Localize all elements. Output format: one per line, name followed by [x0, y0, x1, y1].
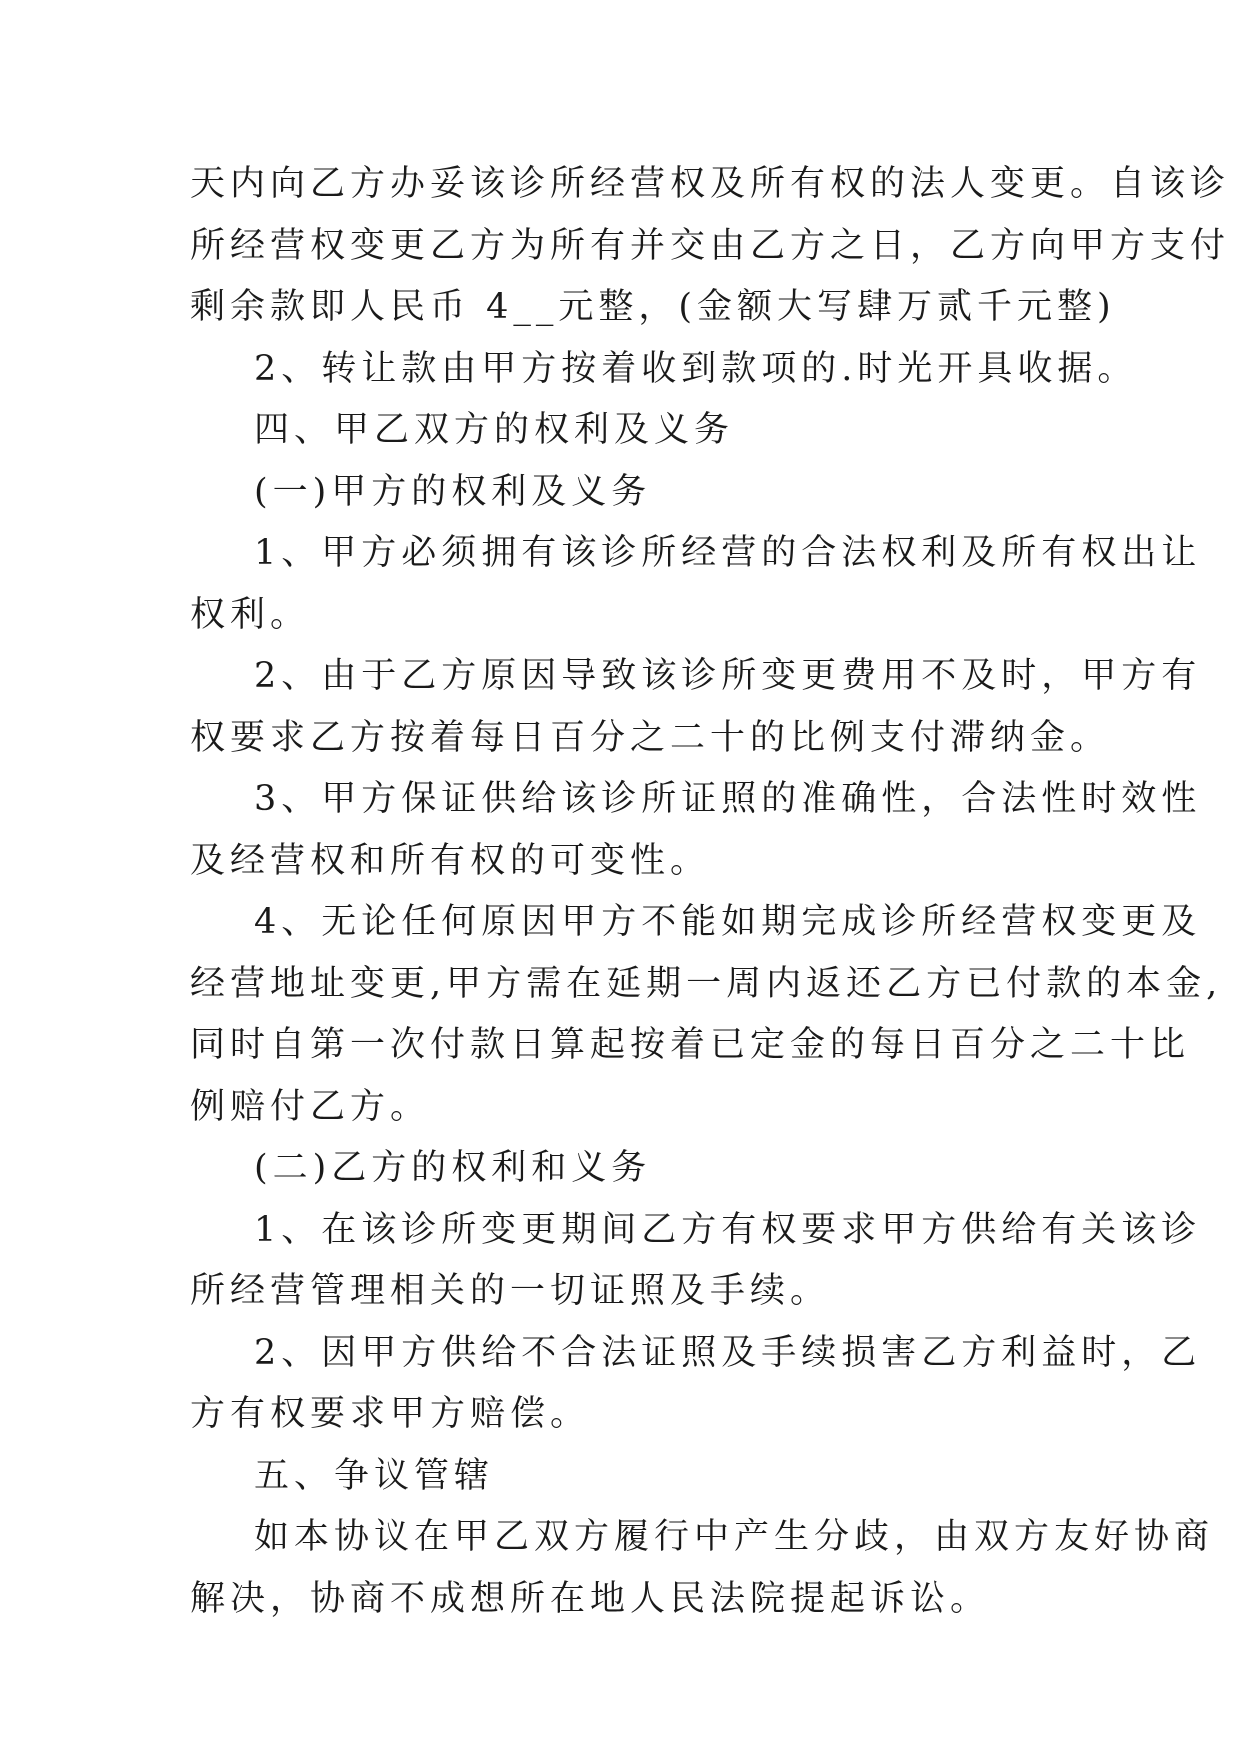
text-line: 4、无论任何原因甲方不能如期完成诊所经营权变更及 [254, 902, 1202, 942]
text-line: 权要求乙方按着每日百分之二十的比例支付滞纳金。 [190, 717, 1111, 758]
text-line: 解决，协商不成想所在地人民法院提起诉讼。 [190, 1578, 991, 1619]
text-line: 所经营权变更乙方为所有并交由乙方之日，乙方向甲方支付 [190, 225, 1231, 266]
text-line: 四、甲乙双方的权利及义务 [254, 410, 735, 450]
text-line: 及经营权和所有权的可变性。 [190, 840, 711, 881]
text-line: 3、甲方保证供给该诊所证照的准确性，合法性时效性 [254, 779, 1202, 819]
text-line: 2、因甲方供给不合法证照及手续损害乙方利益时，乙 [254, 1332, 1202, 1373]
text-line: 1、甲方必须拥有该诊所经营的合法权利及所有权出让 [254, 533, 1202, 573]
text-line: 如本协议在甲乙双方履行中产生分歧，由双方友好协商 [254, 1517, 1215, 1557]
text-line: 2、由于乙方原因导致该诊所变更费用不及时，甲方有 [254, 656, 1202, 696]
text-line: 天内向乙方办妥该诊所经营权及所有权的法人变更。自该诊 [190, 164, 1231, 204]
text-line: 1、在该诊所变更期间乙方有权要求甲方供给有关该诊 [254, 1209, 1202, 1250]
text-line: 同时自第一次付款日算起按着已定金的每日百分之二十比 [190, 1025, 1191, 1065]
text-line: 方有权要求甲方赔偿。 [190, 1394, 591, 1434]
text-line: 所经营管理相关的一切证照及手续。 [190, 1271, 831, 1311]
text-line: (一)甲方的权利及义务 [254, 471, 652, 512]
text-line: 例赔付乙方。 [190, 1086, 431, 1127]
document-body [190, 154, 1231, 1630]
text-line: 剩余款即人民币 4__元整，(金额大写肆万贰千元整) [190, 287, 1116, 327]
text-line: 五、争议管辖 [254, 1455, 495, 1496]
text-line: 权利。 [190, 594, 311, 635]
text-line: (二)乙方的权利和义务 [254, 1148, 652, 1188]
text-line: 经营地址变更,甲方需在延期一周内返还乙方已付款的本金, [190, 963, 1223, 1004]
text-line: 2、转让款由甲方按着收到款项的.时光开具收据。 [254, 348, 1138, 389]
